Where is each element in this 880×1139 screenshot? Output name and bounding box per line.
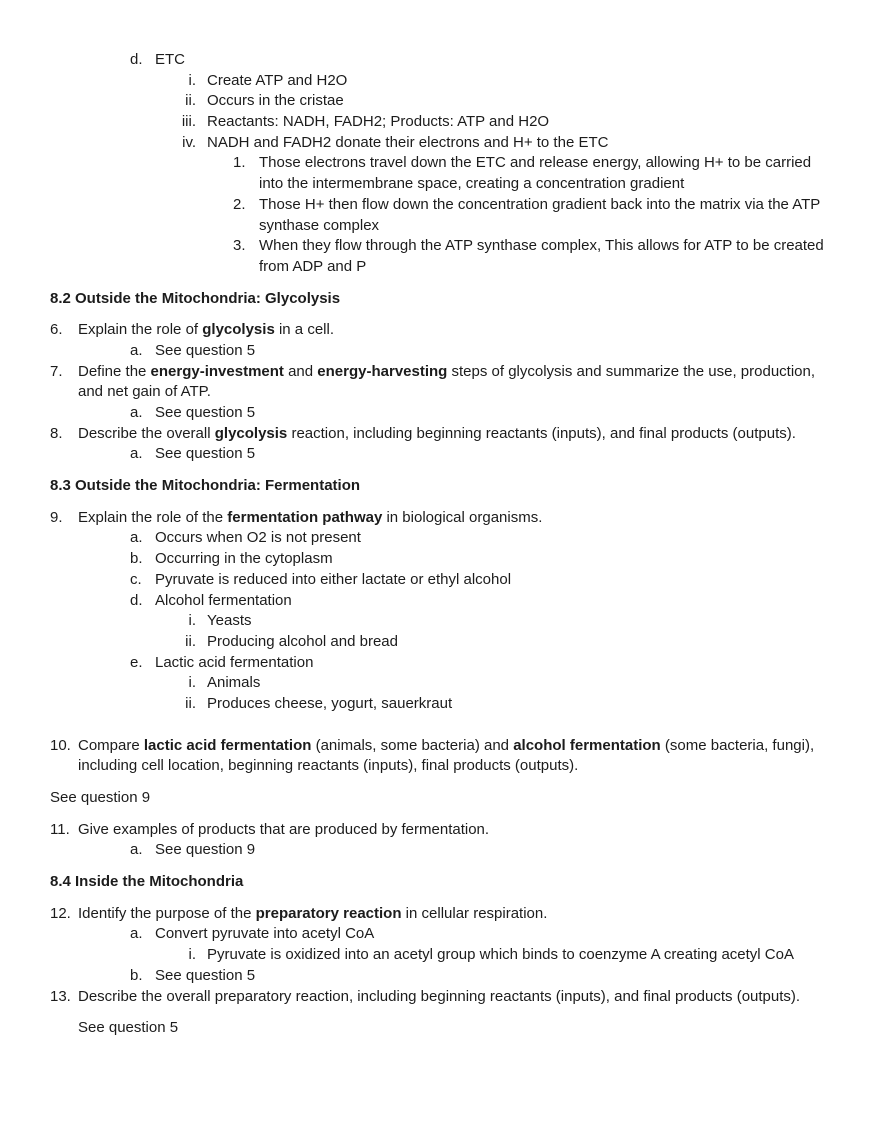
text-segment: Define the [78, 362, 151, 380]
sub-item-text: Produces cheese, yogurt, sauerkraut [207, 694, 453, 712]
sub-item [50, 236, 830, 277]
list-item-d-etc [50, 50, 830, 71]
answer-text: See question 5 [155, 341, 256, 359]
sub-item-text: Occurs in the cristae [207, 92, 344, 110]
fermentation-section [50, 508, 830, 861]
sub-item [50, 611, 830, 632]
question-text [78, 508, 830, 529]
text-segment: in cellular respiration. [401, 904, 548, 922]
question-item-8 [50, 424, 830, 445]
sub-item-text: Reactants: NADH, FADH2; Products: ATP and H2O [207, 113, 550, 131]
list-marker: i. [188, 674, 196, 692]
section-heading-8-4: 8.4 Inside the Mitochondria [50, 873, 244, 891]
list-marker: d. [130, 591, 143, 609]
list-marker: ii. [185, 92, 196, 110]
question-text: Give examples of products that are produced by fermentation. [78, 820, 490, 838]
answer-item [50, 591, 830, 612]
answer-item [50, 528, 830, 549]
sub-item-text: Yeasts [207, 612, 252, 630]
answer-text: Occurs when O2 is not present [155, 529, 361, 547]
question-text [78, 320, 830, 341]
list-marker: ii. [185, 694, 196, 712]
answer-item [50, 403, 830, 424]
list-marker: iii. [181, 113, 196, 131]
question-text [78, 736, 830, 777]
answer-text: See question 5 [155, 445, 256, 463]
question-item-13 [50, 987, 830, 1008]
answer-text: Alcohol fermentation [155, 591, 292, 609]
text-segment: and [283, 362, 318, 380]
sub-item [50, 91, 830, 112]
sub-item-text: Pyruvate is oxidized into an acetyl group which binds to coenzyme A creating acetyl CoA [207, 946, 794, 964]
list-marker: a. [130, 445, 143, 463]
see-question-5-paragraph: See question 5 [78, 1019, 179, 1037]
text-segment: reaction, including beginning reactants (inputs), and final products (outputs). [287, 424, 796, 442]
list-marker: i. [188, 612, 196, 630]
list-marker: b. [130, 966, 143, 984]
sub-item-text: Animals [207, 674, 261, 692]
sub-item-text: Those electrons travel down the ETC and release energy, allowing H+ to be carried into the intermembrane space, creating a concentration gradient [259, 154, 812, 193]
list-marker: 11. [50, 820, 70, 838]
answer-text: See question 5 [155, 404, 256, 421]
list-marker: a. [130, 529, 143, 547]
list-marker: 10. [50, 736, 71, 754]
sub-item [50, 112, 830, 133]
question-item-9 [50, 508, 830, 529]
list-marker: 7. [50, 362, 63, 380]
sub-item-text: Those H+ then flow down the concentration gradient back into the matrix via the ATP synthase complex [259, 195, 821, 234]
text-segment: Explain the role of [78, 321, 203, 339]
bold-term: glycolysis [214, 424, 288, 442]
list-marker: 2. [233, 195, 246, 213]
sub-item [50, 153, 830, 194]
list-marker: a. [130, 404, 143, 421]
section-heading-8-3: 8.3 Outside the Mitochondria: Fermentation [50, 477, 361, 495]
text-segment: (animals, some bacteria) and [311, 736, 514, 754]
answer-item [50, 341, 830, 362]
list-marker: c. [130, 570, 142, 588]
question-item-7 [50, 362, 830, 403]
etc-section [50, 50, 830, 278]
list-marker: a. [130, 341, 143, 359]
text-segment: steps of glycolysis and summarize the use, production, and net gain of ATP. [78, 362, 816, 401]
answer-item [50, 570, 830, 591]
sub-item [50, 632, 830, 653]
answer-text: See question 5 [155, 966, 256, 984]
question-text [78, 904, 830, 925]
see-question-9-paragraph: See question 9 [50, 789, 151, 806]
answer-text: Lactic acid fermentation [155, 653, 314, 671]
section-heading-8-2: 8.2 Outside the Mitochondria: Glycolysis [50, 289, 341, 307]
answer-item [50, 653, 830, 674]
question-text: Describe the overall preparatory reaction, including beginning reactants (inputs), and final products (outputs). [78, 987, 801, 1005]
bold-term: lactic acid fermentation [143, 736, 312, 754]
answer-item [50, 840, 830, 861]
answer-item [50, 966, 830, 987]
list-marker: 13. [50, 987, 71, 1005]
list-marker: d. [130, 51, 143, 68]
answer-item [50, 549, 830, 570]
list-marker: a. [130, 841, 143, 859]
list-item-text: ETC [155, 51, 185, 68]
text-segment: Identify the purpose of the [78, 904, 256, 922]
list-marker: 9. [50, 508, 63, 526]
bold-term: energy-investment [150, 362, 284, 380]
question-item-12 [50, 904, 830, 925]
question-item-10 [50, 736, 830, 777]
answer-text: Occurring in the cytoplasm [155, 550, 333, 568]
list-marker: ii. [185, 632, 196, 650]
list-marker: 8. [50, 424, 63, 442]
text-segment: Compare [78, 736, 144, 754]
answer-text: Pyruvate is reduced into either lactate or ethyl alcohol [155, 570, 512, 588]
list-marker: iv. [182, 133, 196, 151]
sub-item-text: Producing alcohol and bread [207, 632, 398, 650]
sub-item [50, 945, 830, 966]
question-item-11 [50, 820, 830, 841]
answer-item [50, 924, 830, 945]
question-text [78, 424, 830, 445]
bold-term: glycolysis [202, 321, 275, 339]
list-marker: a. [130, 925, 143, 943]
sub-item [50, 694, 830, 715]
sub-item-text: NADH and FADH2 donate their electrons and H+ to the ETC [207, 133, 609, 151]
question-text [78, 362, 830, 403]
bold-term: alcohol fermentation [513, 736, 661, 754]
sub-item [50, 195, 830, 236]
list-marker: i. [188, 946, 196, 964]
question-item-6 [50, 320, 830, 341]
list-marker: 3. [233, 237, 246, 255]
list-marker: e. [130, 653, 143, 671]
sub-item [50, 673, 830, 694]
list-marker: i. [188, 71, 196, 89]
answer-text: See question 9 [155, 841, 256, 859]
sub-item [50, 71, 830, 92]
bold-term: fermentation pathway [227, 508, 383, 526]
list-marker: b. [130, 550, 143, 568]
list-marker: 1. [233, 154, 246, 172]
text-segment: (some bacteria, fungi), including cell location, beginning reactants (inputs), final products (outputs). [78, 736, 815, 775]
text-segment: Describe the overall [78, 424, 215, 442]
sub-item-text: Create ATP and H2O [207, 71, 348, 89]
bold-term: preparatory reaction [255, 904, 402, 922]
bold-term: energy-harvesting [317, 362, 448, 380]
glycolysis-section [50, 320, 830, 465]
text-segment: in a cell. [274, 321, 334, 339]
sub-item-text: When they flow through the ATP synthase complex, This allows for ATP to be created from ADP and P [259, 237, 824, 275]
inside-mitochondria-section [50, 904, 830, 1039]
answer-text: Convert pyruvate into acetyl CoA [155, 925, 375, 943]
answer-item [50, 444, 830, 465]
list-marker: 12. [50, 904, 71, 922]
sub-item [50, 133, 830, 154]
list-marker: 6. [50, 321, 63, 339]
text-segment: Explain the role of the [78, 508, 228, 526]
text-segment: in biological organisms. [382, 508, 543, 526]
